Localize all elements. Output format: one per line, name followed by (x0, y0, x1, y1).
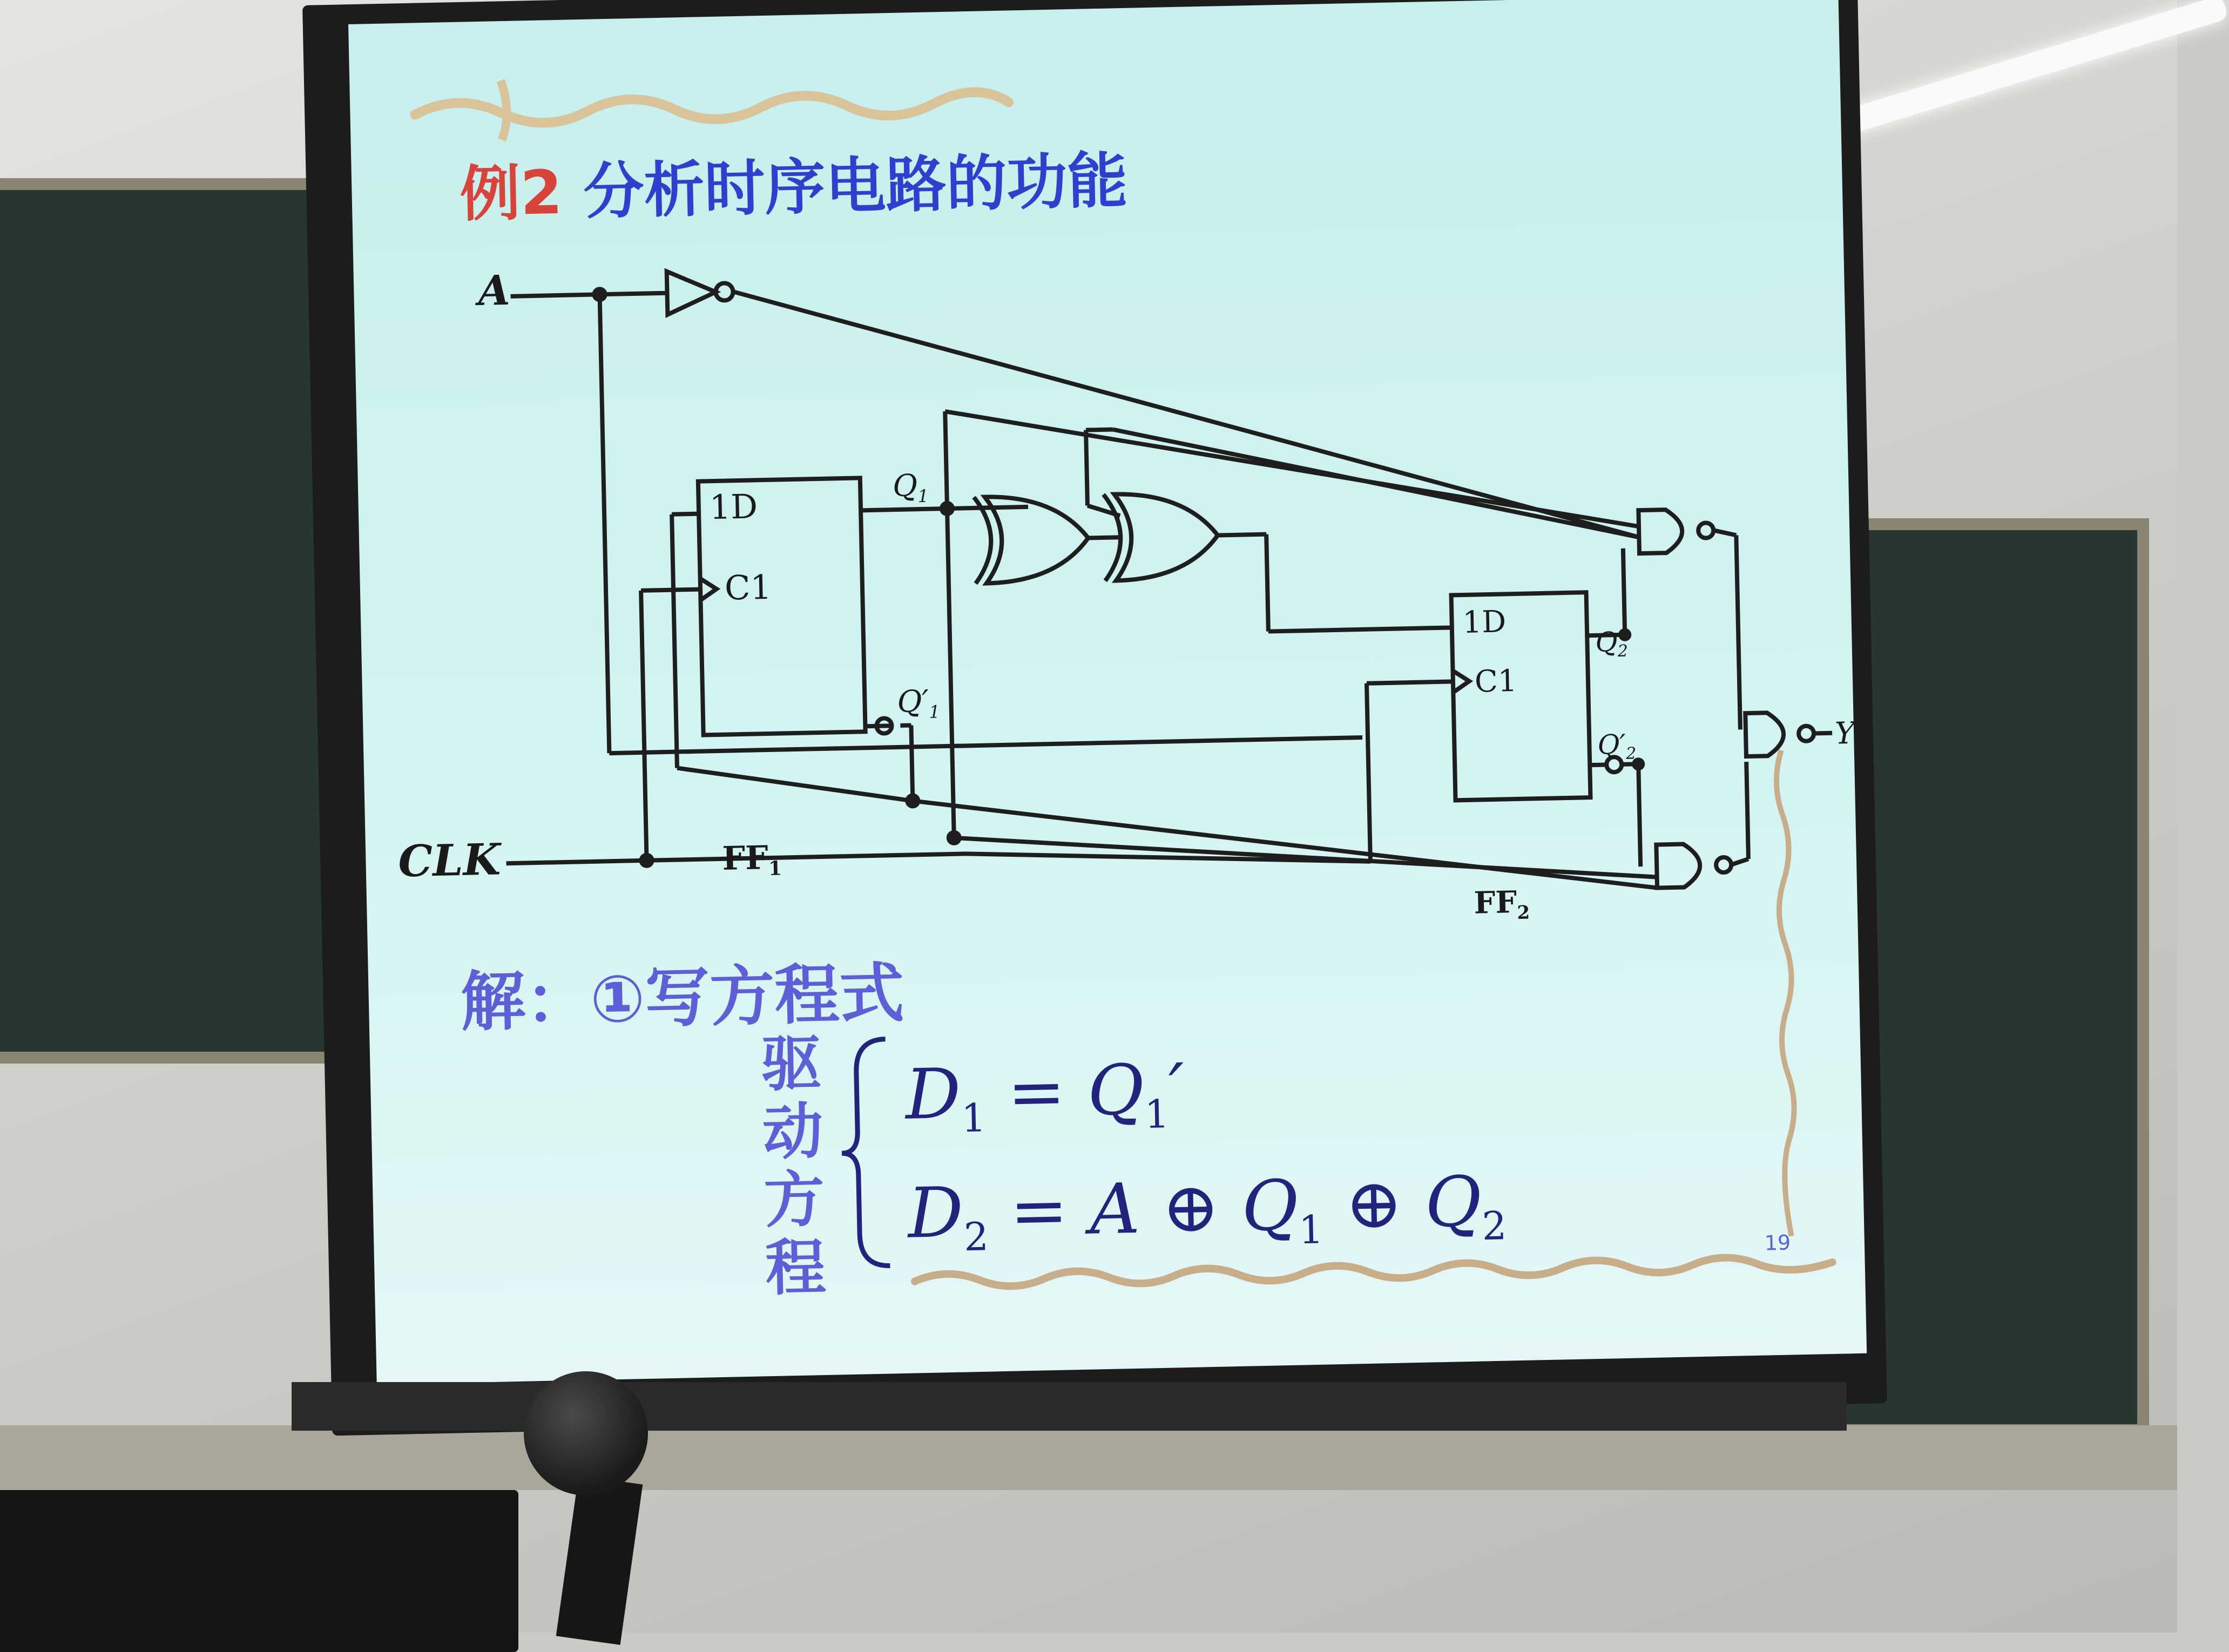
ff1-c-label: C1 (724, 567, 772, 608)
label-q1: $Q_1$ (892, 468, 929, 507)
ff1-label: $FF_1$ (722, 839, 782, 881)
page-number: 19 (1764, 1231, 1791, 1255)
label-q2: $Q_2$ (1595, 626, 1628, 661)
decorative-vine-top (414, 70, 1009, 141)
nand-gate-bottom (1656, 844, 1700, 888)
ff2-label: $FF_2$ (1474, 884, 1530, 925)
ff2-c-label: C1 (1474, 663, 1517, 700)
ff1-d-label: 1D (709, 486, 758, 527)
equation-d1: $D_1 = Q_1'$ (904, 1049, 1185, 1142)
nand-gate-top (1638, 509, 1683, 553)
podium-monitor (0, 1490, 518, 1652)
microphone-icon (524, 1371, 648, 1495)
label-y: Y (1834, 716, 1858, 751)
xor-gate-2 (1114, 492, 1219, 581)
solution-heading: 解：①写方程式 (460, 942, 905, 1044)
equation-d2: $D_2 = A$ ⊕ $Q_1$ ⊕ $Q_2$ (907, 1161, 1507, 1261)
wire-a (511, 293, 667, 296)
ff2-d-label: 1D (1462, 604, 1507, 640)
label-q1-prime: $Q'_1$ (897, 683, 940, 723)
sequential-circuit-diagram (385, 189, 1761, 984)
label-clk: CLK (398, 834, 503, 886)
inverter-gate (667, 270, 717, 315)
projected-slide (348, 0, 1867, 1384)
equation-brace (834, 1033, 898, 1272)
driving-equation-label: 驱 动 方 程 (747, 1030, 840, 1303)
label-a: A (474, 266, 510, 315)
example-label: 例2 (459, 158, 563, 230)
decorative-vine-right (1768, 750, 1805, 1236)
title-text: 分析时序电路的功能 (583, 146, 1129, 227)
chalk-tray (0, 1425, 2177, 1490)
label-q2-prime: $Q'_2$ (1597, 728, 1637, 763)
